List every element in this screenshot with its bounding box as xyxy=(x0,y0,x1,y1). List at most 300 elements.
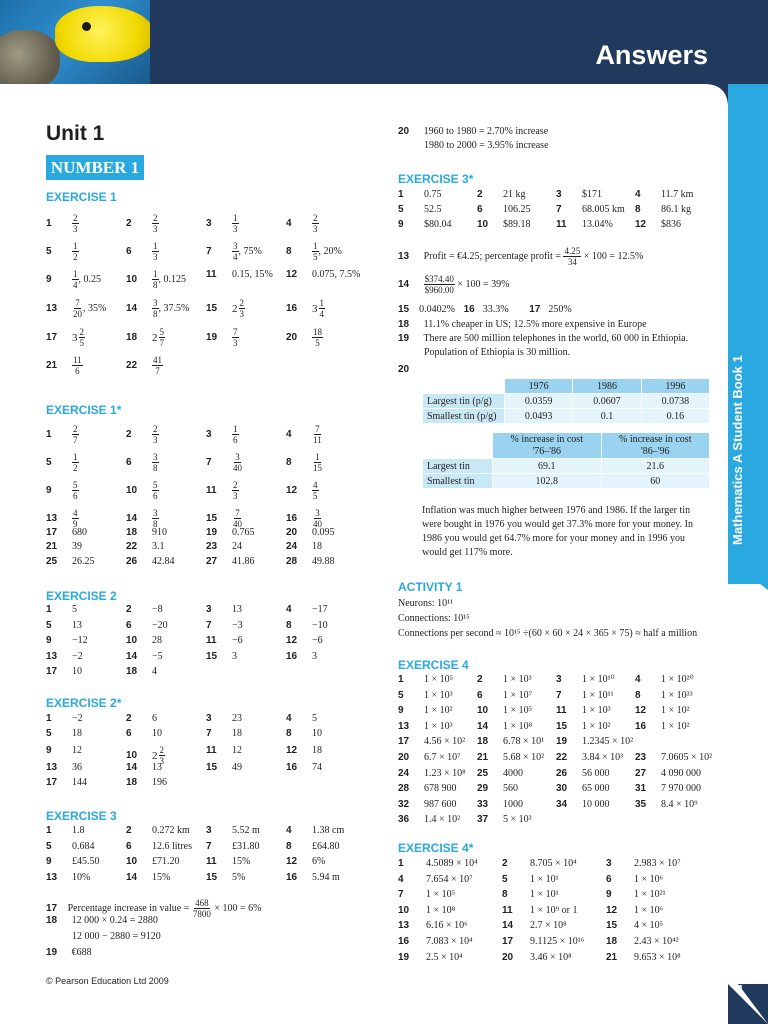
question-number: 19 xyxy=(556,736,568,748)
question-number: 19 xyxy=(398,951,410,963)
answer-text: 144 xyxy=(72,777,87,788)
answer-value xyxy=(312,713,317,725)
answer-item xyxy=(606,936,679,948)
answer-item xyxy=(635,705,690,717)
answer-text: , 35% xyxy=(83,302,107,314)
numerator: 1 xyxy=(153,269,158,279)
answer-value xyxy=(424,705,453,717)
answer-item xyxy=(286,872,340,884)
answer-text: 86.1 kg xyxy=(661,204,691,215)
answer-text: 2.5 × 10⁴ xyxy=(426,951,463,963)
question-number: 23 xyxy=(206,541,218,552)
answer-item xyxy=(206,651,237,663)
answer-text: $89.18 xyxy=(503,219,531,230)
answer-value xyxy=(582,204,625,216)
answer-text: −3 xyxy=(232,619,243,631)
answer-text: 4000 xyxy=(503,767,523,779)
answer-value xyxy=(634,920,663,932)
question-number: 16 xyxy=(398,936,410,947)
answer-text: 0.095 xyxy=(312,527,335,538)
question-number: 1 xyxy=(398,674,404,685)
answer-item xyxy=(635,674,694,686)
numerator: 2 xyxy=(73,213,78,223)
answer-item xyxy=(398,905,455,917)
table-row: Largest tin 69.1 21.6 xyxy=(423,459,710,474)
question-number: 1 xyxy=(46,217,52,229)
numerator: 2 xyxy=(79,327,84,337)
question-number: 11 xyxy=(206,856,217,867)
question-number: 11 xyxy=(206,745,217,756)
answer-item xyxy=(286,713,317,725)
answer-text: 3.46 × 10⁸ xyxy=(530,951,572,963)
question-number: 18 xyxy=(477,736,489,748)
fraction xyxy=(152,480,159,501)
question-number: 9 xyxy=(46,745,52,756)
answer-text: 1 × 10⁵ xyxy=(426,889,456,901)
answer-item xyxy=(286,604,328,616)
answer-value xyxy=(232,841,260,853)
exercise-3-q19: 19 €688 xyxy=(46,947,92,958)
answer-item xyxy=(46,762,82,774)
answer-item xyxy=(126,872,170,884)
exercise-4s-title: EXERCISE 4* xyxy=(398,841,474,855)
answer-value xyxy=(232,452,243,473)
answer-value xyxy=(72,620,82,632)
answer-value xyxy=(312,728,322,740)
answer-item xyxy=(556,768,610,780)
answer-item xyxy=(206,508,243,529)
answer-value xyxy=(232,825,260,837)
answer-value xyxy=(582,736,633,748)
answer-text: 15% xyxy=(232,856,251,867)
answer-value xyxy=(152,856,180,868)
answer-text: £64.80 xyxy=(312,840,340,852)
fraction xyxy=(72,452,79,473)
denominator: 7 xyxy=(73,435,78,445)
question-number: 11 xyxy=(206,484,217,496)
answer-value xyxy=(312,856,325,868)
denominator: 5 xyxy=(313,252,318,262)
answer-text: 1 × 10⁵ xyxy=(424,674,454,685)
answer-item xyxy=(477,204,531,216)
answer-item xyxy=(46,777,87,789)
answer-text: 41.86 xyxy=(232,556,255,567)
answer-value xyxy=(312,508,323,529)
question-number: 10 xyxy=(398,904,410,916)
denominator: 40 xyxy=(233,519,242,529)
answer-value xyxy=(661,690,693,702)
answer-text: 13 xyxy=(152,762,162,773)
answer-text: 987 600 xyxy=(424,798,457,810)
answer-item xyxy=(635,189,693,201)
answer-value xyxy=(232,298,245,319)
question-number: 18 xyxy=(126,331,138,343)
answer-text: 10 xyxy=(312,728,322,739)
page-number: 1 xyxy=(738,984,744,995)
answer-item xyxy=(126,298,189,319)
answer-item xyxy=(126,556,175,568)
fraction xyxy=(72,424,79,445)
answer-value xyxy=(72,269,101,290)
question-number: 10 xyxy=(126,484,138,496)
denominator: 5 xyxy=(313,491,318,501)
exercise-2s-title: EXERCISE 2* xyxy=(46,696,122,710)
answer-value xyxy=(312,452,323,473)
answer-value xyxy=(232,527,255,539)
answer-value xyxy=(634,905,663,917)
answer-item xyxy=(398,705,453,717)
denominator: 40 xyxy=(233,463,242,473)
denominator: 7 xyxy=(159,338,164,348)
answer-value xyxy=(503,799,523,811)
answer-text: 4 × 10⁵ xyxy=(634,920,664,932)
answer-text: 0.684 xyxy=(72,840,95,852)
exercise-3s-q20-text-1: Inflation was much higher between 1976 and 1986. If the larger tin xyxy=(422,505,691,516)
answer-text: 74 xyxy=(312,762,322,773)
answer-value xyxy=(152,508,159,529)
answer-text: 15% xyxy=(152,871,171,883)
numerator: 2 xyxy=(153,213,158,223)
answer-item xyxy=(398,204,442,216)
answer-item xyxy=(477,799,523,811)
exercise-3-q18-line2: 12 000 − 2880 = 9120 xyxy=(72,931,161,942)
answer-value xyxy=(72,635,88,647)
answer-value xyxy=(232,213,239,234)
answer-item xyxy=(126,762,162,774)
answer-text: 1 × 10⁹ or 1 xyxy=(530,904,578,916)
answer-item xyxy=(286,728,322,740)
answer-item xyxy=(502,905,577,917)
answer-item xyxy=(286,841,340,853)
exercise-3-q17: 17 Percentage increase in value = $\frac{468}{7800}$ × 100 = 6% xyxy=(46,898,262,919)
unit-title: Unit 1 xyxy=(46,122,105,145)
answer-item xyxy=(502,889,559,901)
answer-value xyxy=(530,889,559,901)
answer-text: 2.43 × 10⁴² xyxy=(634,936,679,947)
question-number: 9 xyxy=(606,889,612,901)
answer-item xyxy=(556,219,613,231)
answer-item xyxy=(398,814,460,826)
numerator: 41 xyxy=(153,355,162,365)
question-number: 14 xyxy=(126,762,138,773)
answer-item xyxy=(46,213,79,234)
answer-value xyxy=(152,841,192,853)
answer-item xyxy=(126,327,165,348)
question-number: 2 xyxy=(126,604,132,615)
answer-item xyxy=(46,508,79,529)
answer-value xyxy=(72,213,79,234)
question-number: 25 xyxy=(46,556,58,567)
exercise-3s-q19: 19 There are 500 million telephones in the world, 60 000 in Ethiopia. xyxy=(398,333,689,344)
question-number: 1 xyxy=(46,604,52,615)
question-number: 10 xyxy=(126,635,138,646)
answer-item xyxy=(556,705,611,717)
answer-value xyxy=(503,752,544,764)
denominator: 8 xyxy=(153,463,158,473)
question-number: 3 xyxy=(206,604,212,615)
answer-value xyxy=(232,620,243,632)
answer-item xyxy=(477,814,532,826)
question-number: 15 xyxy=(206,650,218,662)
answer-item xyxy=(635,752,712,764)
question-number: 7 xyxy=(398,889,404,901)
answer-value xyxy=(661,219,681,231)
denominator: 4 xyxy=(319,309,324,319)
answer-value xyxy=(312,841,340,853)
answer-text: −2 xyxy=(72,713,83,724)
question-number: 6 xyxy=(477,204,483,215)
question-number: 4 xyxy=(398,873,404,885)
answer-value xyxy=(72,825,85,837)
question-number: 30 xyxy=(556,783,568,795)
question-number: 33 xyxy=(477,798,489,810)
question-number: 16 xyxy=(286,650,298,662)
answer-text: 3 xyxy=(312,650,317,662)
answer-item xyxy=(398,889,455,901)
answer-text: 1.8 xyxy=(72,825,85,836)
answer-value xyxy=(312,620,328,632)
question-number: 16 xyxy=(286,871,298,883)
answer-value xyxy=(312,298,325,319)
question-number: 4 xyxy=(635,674,641,685)
answer-item xyxy=(126,355,163,376)
answer-item xyxy=(46,355,83,376)
answer-value xyxy=(582,799,610,811)
answer-text: 0.765 xyxy=(232,527,255,538)
answer-text: 10 xyxy=(72,666,82,677)
question-number: 12 xyxy=(286,635,298,646)
numerator: 1 xyxy=(233,213,238,223)
answer-item xyxy=(46,872,90,884)
denominator: 8 xyxy=(153,280,158,290)
answer-value xyxy=(661,799,698,811)
question-number: 12 xyxy=(286,745,298,756)
answer-value xyxy=(72,777,87,789)
question-number: 6 xyxy=(126,840,132,852)
answer-value xyxy=(72,452,79,473)
answer-text: 1 × 10² xyxy=(661,720,690,732)
answer-item xyxy=(556,783,610,795)
numerator: 2 xyxy=(239,298,244,308)
answer-item xyxy=(286,424,323,445)
answer-text: −2 xyxy=(72,650,83,662)
question-number: 2 xyxy=(477,189,483,200)
question-number: 4 xyxy=(286,825,292,836)
question-number: 2 xyxy=(502,858,508,869)
denominator: 2 xyxy=(73,252,78,262)
whole-part: 2 xyxy=(232,302,238,315)
fraction: $\frac{4.25}{34}$ xyxy=(564,246,581,267)
answer-value xyxy=(424,814,460,826)
answer-item xyxy=(206,825,260,837)
answer-text: 3 xyxy=(232,650,237,662)
answer-text: , 20% xyxy=(318,245,342,257)
question-number: 5 xyxy=(502,873,508,885)
answer-text: 18 xyxy=(312,745,322,756)
answer-item xyxy=(398,736,465,748)
answer-text: 18 xyxy=(312,541,322,552)
answer-value xyxy=(72,872,90,884)
answer-value xyxy=(232,541,242,553)
answer-item xyxy=(126,508,159,529)
question-number: 12 xyxy=(635,705,647,717)
question-number: 5 xyxy=(46,456,52,468)
answer-item xyxy=(46,825,85,837)
answer-value xyxy=(426,858,478,870)
answer-item xyxy=(286,327,323,348)
numerator: 11 xyxy=(73,355,82,365)
answer-text: 18 xyxy=(232,728,242,739)
question-number: 4 xyxy=(286,713,292,724)
page-corner xyxy=(728,984,768,1024)
fraction xyxy=(232,508,243,529)
answer-value xyxy=(232,327,239,348)
exercise-3s-q20-text-3: 1986 you would get 64.7% more for your money and in 1996 you xyxy=(422,533,686,544)
question-number: 9 xyxy=(46,635,52,646)
question-number: 13 xyxy=(46,512,58,524)
numerator: 2 xyxy=(153,424,158,434)
answer-value xyxy=(424,768,466,780)
numerator: 4 xyxy=(313,480,318,490)
answer-text: 5 xyxy=(312,713,317,724)
question-number: 21 xyxy=(46,541,58,552)
question-number: 21 xyxy=(606,951,618,963)
question-number: 16 xyxy=(635,720,647,732)
answer-text: 5.94 m xyxy=(312,871,340,883)
numerator: 5 xyxy=(153,480,158,490)
answer-value xyxy=(152,541,165,553)
answer-value xyxy=(72,651,83,663)
answer-text: 10% xyxy=(72,871,91,883)
answer-item xyxy=(206,762,242,774)
answer-text: 1 × 10⁷ xyxy=(503,689,533,701)
answer-text: 0.75 xyxy=(424,189,442,200)
question-number: 27 xyxy=(206,556,218,567)
answer-text: $80.04 xyxy=(424,219,452,230)
answer-text: 11.7 km xyxy=(661,189,694,200)
answer-item xyxy=(206,745,242,757)
answer-item xyxy=(398,783,457,795)
answer-item xyxy=(126,777,167,789)
answer-item xyxy=(556,189,602,201)
question-number: 10 xyxy=(126,749,138,761)
answer-text: 1 × 10⁶ xyxy=(634,873,664,885)
answer-item xyxy=(126,620,168,632)
answer-value xyxy=(530,920,567,932)
answer-text: 2.7 × 10⁸ xyxy=(530,920,567,932)
answer-item xyxy=(477,721,532,733)
answer-value xyxy=(152,762,162,774)
fraction xyxy=(232,452,243,473)
answer-value xyxy=(503,721,532,733)
question-number: 17 xyxy=(46,777,58,788)
question-number: 7 xyxy=(206,245,212,257)
answer-text: 24 xyxy=(232,541,242,552)
answer-text: 7.0605 × 10² xyxy=(661,752,713,763)
question-number: 1 xyxy=(398,858,404,869)
numerator: 1 xyxy=(313,241,318,251)
answer-text: 196 xyxy=(152,777,167,788)
numerator: 7 xyxy=(75,298,80,308)
answer-text: 10 000 xyxy=(582,798,610,810)
question-number: 5 xyxy=(46,728,52,739)
question-number: 15 xyxy=(556,720,568,732)
question-number: 24 xyxy=(398,767,410,779)
question-number: 6 xyxy=(126,728,132,739)
answer-item xyxy=(502,952,572,964)
answer-item xyxy=(606,889,666,901)
answer-item xyxy=(477,736,544,748)
question-number: 7 xyxy=(206,619,212,631)
question-number: 14 xyxy=(126,512,138,524)
question-number: 19 xyxy=(206,527,218,538)
fraction xyxy=(312,213,319,234)
answer-item xyxy=(206,728,242,740)
question-number: 34 xyxy=(556,798,568,810)
denominator: 3 xyxy=(239,309,244,319)
question-number: 5 xyxy=(46,245,52,257)
question-number: 17 xyxy=(46,331,58,343)
answer-item xyxy=(126,269,186,290)
answer-text: −8 xyxy=(152,604,163,615)
denominator: 4 xyxy=(73,280,78,290)
answer-value xyxy=(152,424,159,445)
answer-text: 5 × 10³ xyxy=(503,814,532,826)
fraction xyxy=(312,480,319,501)
question-number: 4 xyxy=(286,217,292,229)
answer-item xyxy=(556,752,623,764)
answer-item xyxy=(46,666,82,678)
denominator: 11 xyxy=(313,435,322,445)
question-number: 1 xyxy=(398,189,404,200)
question-number: 18 xyxy=(126,777,138,788)
answer-item xyxy=(206,620,243,632)
answer-text: 2.983 × 10⁷ xyxy=(634,858,681,869)
answer-text: £45.50 xyxy=(72,856,100,867)
question-number: 31 xyxy=(635,783,647,795)
exercise-2-title: EXERCISE 2 xyxy=(46,589,117,603)
question-number: 5 xyxy=(46,619,52,631)
answer-item xyxy=(286,527,335,539)
exercise-3s-q20-text-4: would get 117% more. xyxy=(422,547,513,558)
answer-item xyxy=(398,874,473,886)
answer-value xyxy=(503,783,518,795)
question-number: 13 xyxy=(46,762,58,773)
numerator: 7 xyxy=(233,327,238,337)
answer-item xyxy=(556,204,625,216)
answer-text: 68.005 km xyxy=(582,204,625,215)
answer-value xyxy=(72,762,82,774)
exercise-3s-q19-line2: Population of Ethiopia is 30 million. xyxy=(424,347,571,358)
answer-value xyxy=(152,269,186,290)
question-number: 12 xyxy=(635,219,647,230)
answer-item xyxy=(46,620,82,632)
answer-item xyxy=(46,651,83,663)
answer-item xyxy=(126,666,157,678)
answer-text: 52.5 xyxy=(424,204,442,215)
question-number: 12 xyxy=(286,856,298,867)
numerator: 7 xyxy=(315,424,320,434)
answer-value xyxy=(232,424,239,445)
answer-text: −20 xyxy=(152,619,168,631)
answer-value xyxy=(582,674,615,686)
question-number: 7 xyxy=(556,204,562,215)
denominator: 3 xyxy=(313,224,318,234)
denominator: 2 xyxy=(73,463,78,473)
answer-item xyxy=(502,936,584,948)
answer-item xyxy=(398,858,478,870)
answer-item xyxy=(286,762,322,774)
